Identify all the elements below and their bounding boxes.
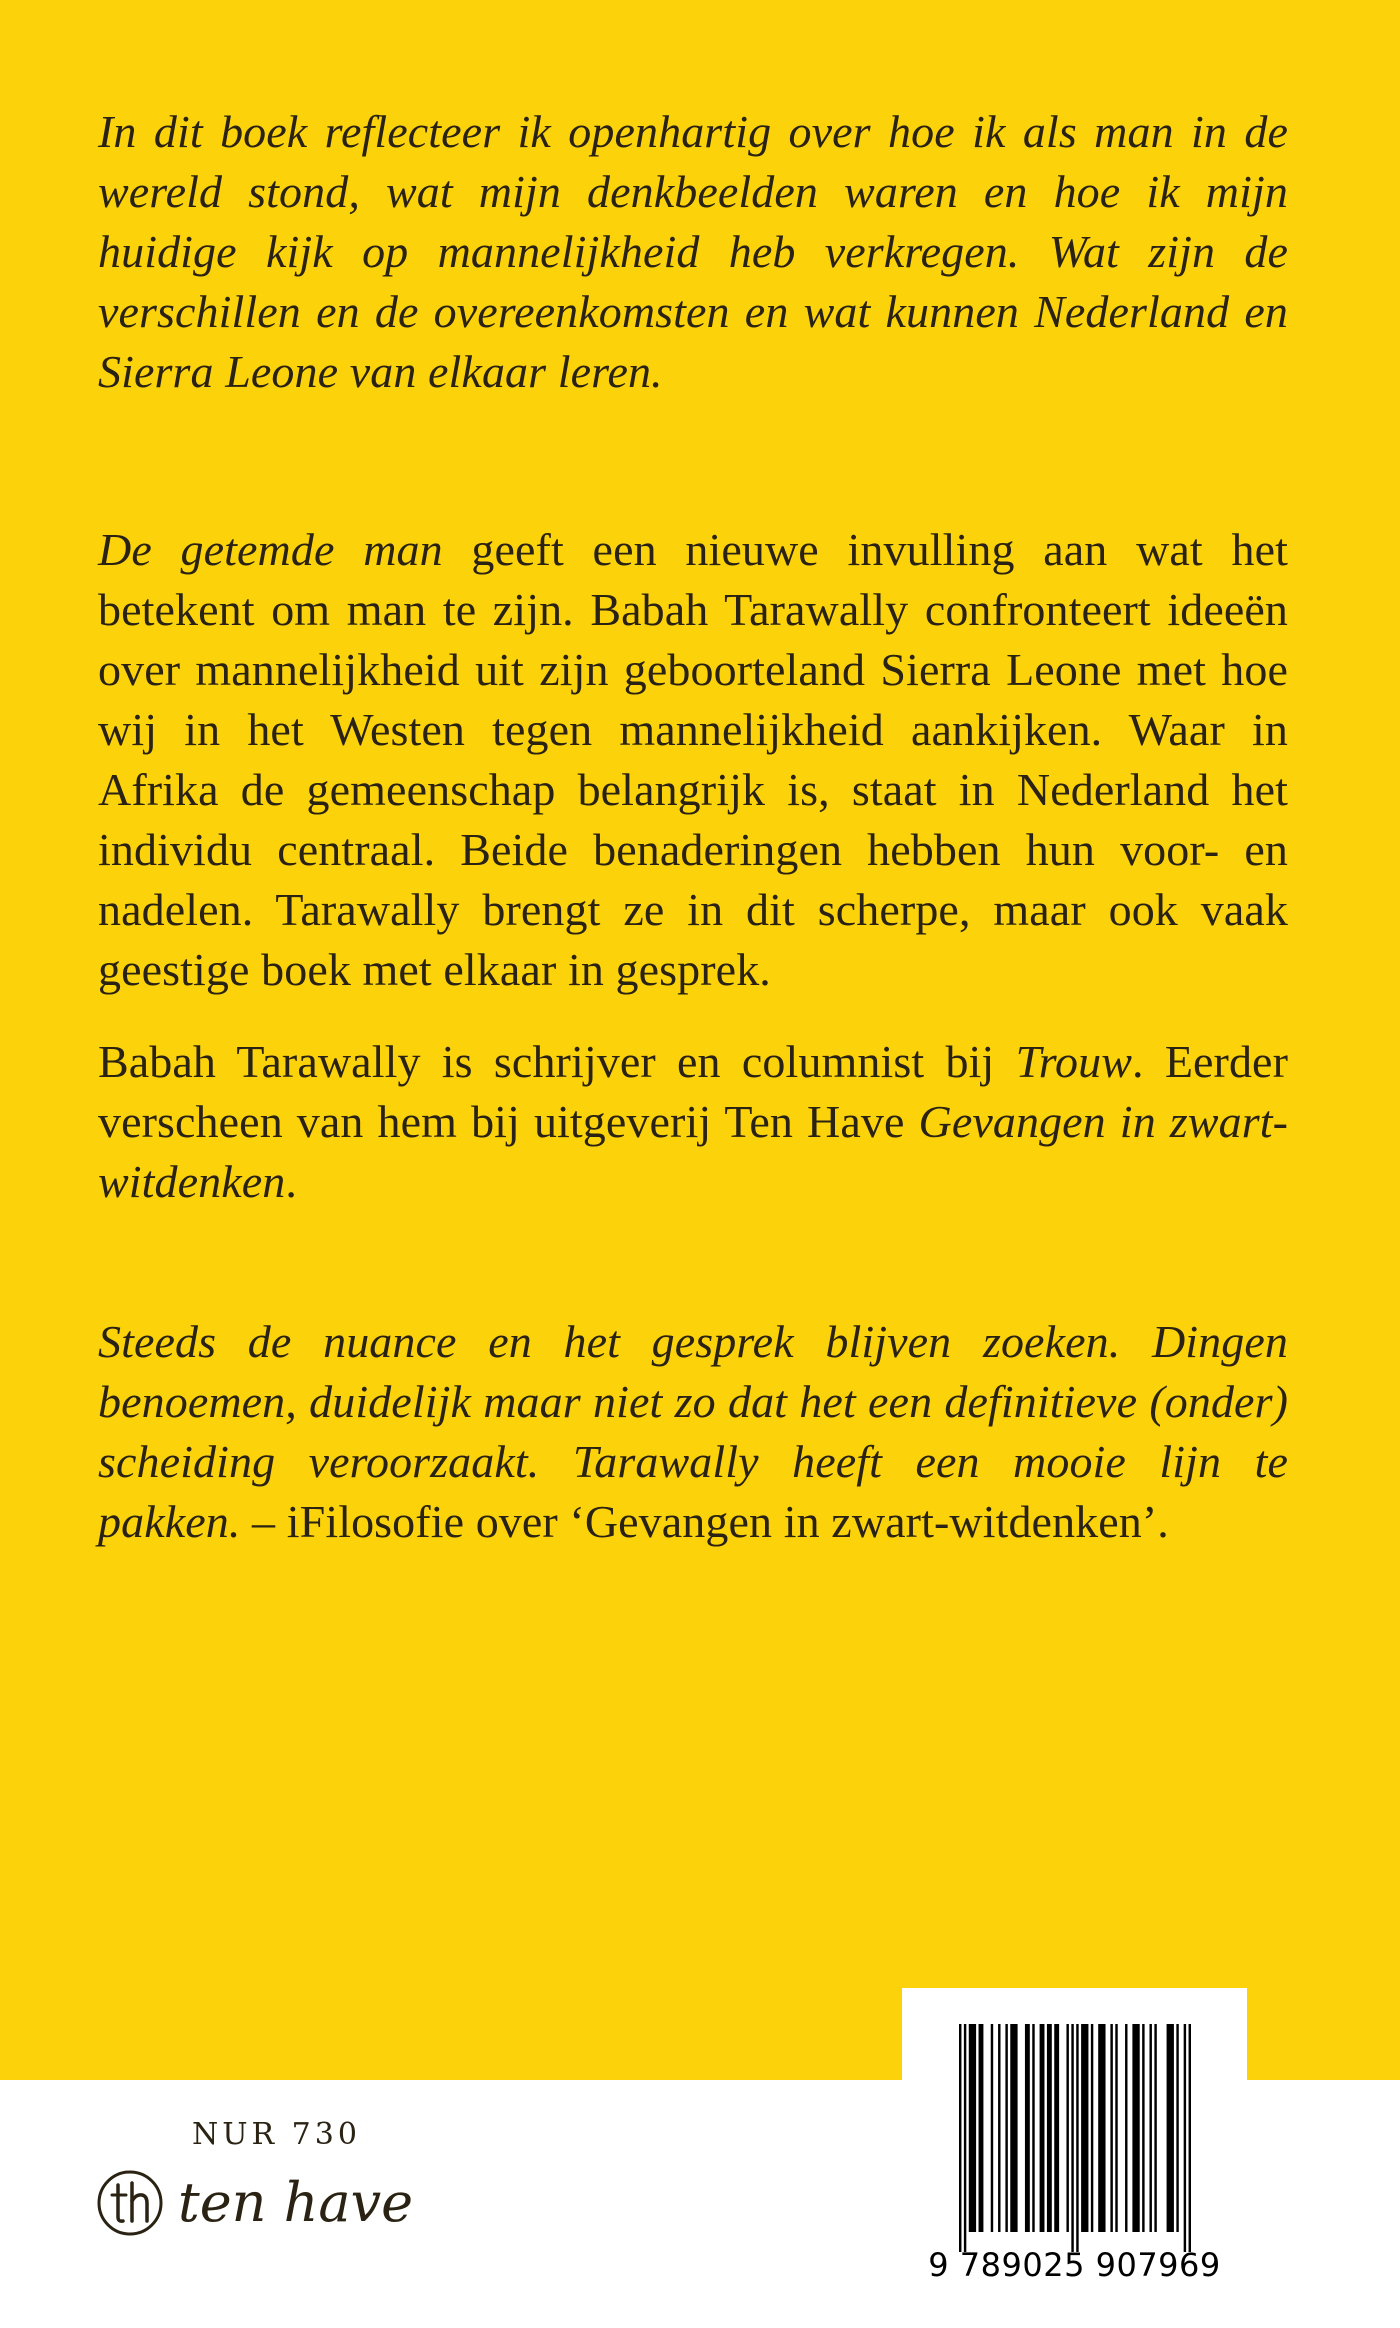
barcode-bar	[1125, 2024, 1127, 2232]
barcode-bar	[1149, 2024, 1151, 2232]
barcode-bar	[1167, 2024, 1174, 2232]
previous-book-title: Gevangen in zwart-witdenken	[98, 1096, 1288, 1207]
isbn-number: 9 789025 907969	[928, 2246, 1221, 2284]
barcode-bar	[1005, 2024, 1007, 2232]
newspaper-name: Trouw	[1015, 1036, 1132, 1087]
intro-paragraph	[98, 102, 1288, 402]
barcode-bar	[1189, 2024, 1191, 2252]
author-bio-text-end: .	[285, 1156, 298, 1207]
barcode-bar	[1132, 2024, 1139, 2232]
barcode-bar	[1071, 2024, 1073, 2252]
summary-paragraph	[98, 520, 1288, 1000]
barcode-bar	[979, 2024, 984, 2232]
barcode-bar	[1040, 2024, 1045, 2232]
barcode-bar	[969, 2024, 976, 2232]
barcode-bar	[1110, 2024, 1112, 2232]
barcode-bars	[959, 2024, 1191, 2252]
barcode-bar	[1066, 2024, 1068, 2232]
barcode-bar	[1142, 2024, 1144, 2232]
summary-text: geeft een nieuwe invulling aan wat het betekent om man te zijn. Babah Tarawally confronteert ideeën over mannelijkheid uit zijn geboorteland Sierra Leone met hoe wij in het Westen tegen mannelijkheid aankijken. Waar in Afrika de gemeenschap belangrijk is, staat in Nederland het individu centraal. Beide benaderingen hebben hun voor- en nadelen. Tarawally brengt ze in dit scherpe, maar ook vaak geestige boek met elkaar in gesprek.	[98, 524, 1288, 995]
review-quote	[98, 1312, 1288, 1552]
barcode	[902, 1988, 1247, 2328]
barcode-bar	[1025, 2024, 1030, 2232]
barcode-bar	[1081, 2024, 1088, 2232]
barcode-bar	[1184, 2024, 1186, 2252]
barcode-bar	[959, 2024, 961, 2252]
barcode-bar	[1032, 2024, 1034, 2232]
quote-text: Steeds de nuance en het gesprek blijven zoeken. Dingen benoemen, duidelijk maar niet zo dat het een definitieve (onder) scheiding veroorzaakt. Tarawally heeft een mooie lijn te pakken.	[98, 1316, 1288, 1547]
th-monogram-icon	[96, 2169, 164, 2237]
barcode-bar	[1154, 2024, 1156, 2232]
barcode-bar	[1076, 2024, 1078, 2252]
barcode-bar	[1054, 2024, 1059, 2232]
nur-code: NUR 730	[192, 2117, 361, 2152]
barcode-bar	[991, 2024, 993, 2232]
barcode-bar	[1091, 2024, 1093, 2232]
author-bio	[98, 1032, 1288, 1212]
barcode-bar	[1010, 2024, 1017, 2232]
barcode-bar	[1176, 2024, 1178, 2232]
barcode-bar	[1098, 2024, 1105, 2232]
barcode-bar	[1115, 2024, 1117, 2232]
publisher-logo	[96, 2166, 413, 2240]
barcode-bar	[964, 2024, 966, 2252]
quote-attribution: – iFilosofie over ‘Gevangen in zwart-witdenken’.	[240, 1496, 1169, 1547]
barcode-bar	[998, 2024, 1000, 2232]
author-bio-text-start: Babah Tarawally is schrijver en columnist bij	[98, 1036, 1016, 1087]
barcode-bar	[1047, 2024, 1052, 2232]
author-bio-text-middle: . Eerder verscheen van hem bij uitgeverij Ten Have	[98, 1036, 1288, 1147]
intro-text: In dit boek reflecteer ik openhartig over hoe ik als man in de wereld stond, wat mijn denkbeelden waren en hoe ik mijn huidige kijk op mannelijkheid heb verkregen. Wat zijn de verschillen en de overeenkomsten en wat kunnen Nederland en Sierra Leone van elkaar leren.	[98, 106, 1288, 397]
publisher-name: ten have	[178, 2171, 414, 2234]
book-title: De getemde man	[98, 524, 443, 575]
